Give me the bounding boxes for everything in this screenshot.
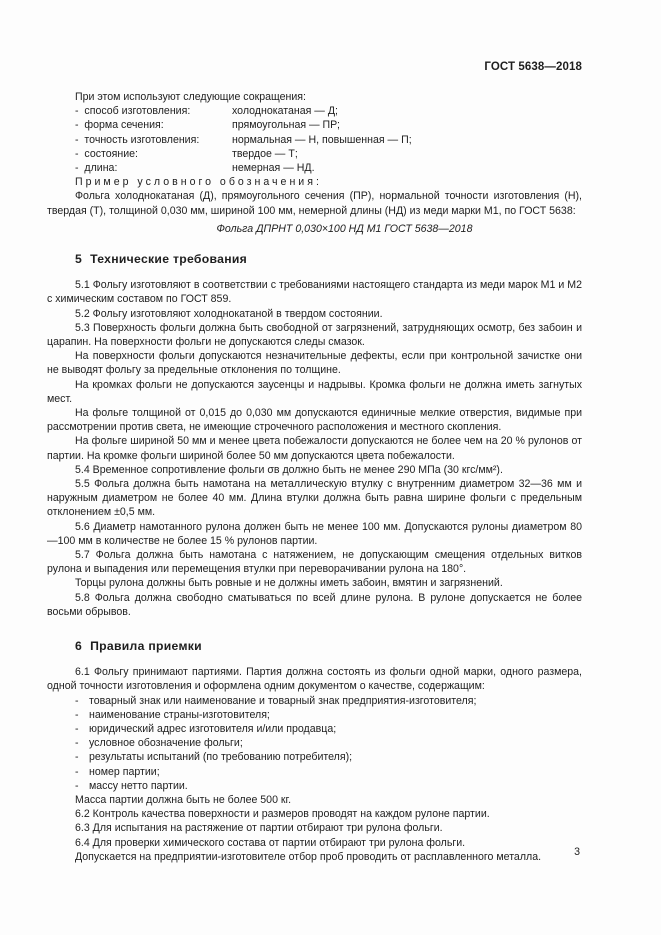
list-item: - юридический адрес изготовителя и/или продавца; [75, 722, 582, 736]
abbreviation-row: - длина: немерная — НД. [75, 161, 315, 174]
section-title: Правила приемки [90, 639, 202, 654]
abbreviation-row: - форма сечения: прямоугольная — ПР; [75, 119, 340, 132]
paragraph: 6.4 Для проверки химического состава от партии отбирают три рулона фольги. [75, 836, 466, 849]
paragraph: На фольге толщиной от 0,015 до 0,030 мм допускаются единичные мелкие отверстия, видимые при рассмотрении против света, не имеющие строчечного расположения и местного скопления. [47, 406, 582, 434]
example-heading: Пример условного обозначения: [75, 176, 322, 189]
abbreviation-term: форма сечения: [84, 119, 164, 132]
paragraph: На фольге шириной 50 мм и менее цвета побежалости допускаются не более чем на 20 % рулонов от партии. На кромке фольги шириной более 50 мм допускаются цвета побежалости. [47, 435, 582, 462]
abbreviation-value: немерная — НД. [232, 161, 315, 174]
document-code-header: ГОСТ 5638—2018 [484, 61, 582, 73]
abbreviations-intro: При этом используют следующие сокращения: [75, 91, 306, 103]
section-number: 6 [75, 639, 83, 654]
abbreviation-row: - точность изготовления: нормальная — Н, повышенная — П; [75, 133, 412, 146]
paragraph: 5.1 Фольгу изготовляют в соответствии с требованиями настоящего стандарта из меди марок М1 и М2 с химическим составом по ГОСТ 859. [47, 279, 582, 306]
abbreviation-row: - состояние: твердое — Т; [75, 147, 298, 160]
example-text: Фольга холоднокатаная (Д), прямоугольного сечения (ПР), нормальной точности изготовления (Н), твердая (Т), толщиной 0,030 мм, шириной 100 мм, немерной длины (НД) из меди марки М1, по ГОСТ 5638: [47, 190, 582, 217]
abbreviation-value: холоднокатаная — Д; [232, 105, 338, 118]
paragraph: На поверхности фольги допускаются незначительные дефекты, если при контрольной зачистке они не выводят фольгу за предельные отклонения по толщине. [47, 350, 582, 377]
abbreviation-value: твердое — Т; [232, 147, 298, 160]
quality-document-list [47, 694, 582, 793]
example-designation: Фольга ДПРНТ 0,030×100 НД М1 ГОСТ 5638—2018 [216, 222, 473, 235]
abbreviations-list [47, 104, 582, 175]
paragraph: На кромках фольги не допускаются заусенцы и надрывы. Кромка фольги не должна иметь загнутых мест. [47, 378, 582, 405]
list-item: - результаты испытаний (по требованию потребителя); [75, 750, 582, 764]
paragraph: 5.5 Фольга должна быть намотана на металлическую втулку с внутренним диаметром 32—36 мм и наружным диаметром не более 40 мм. Длина втулки должна быть равна ширине фольги с предельным отклонением ±0,5 мм. [47, 478, 582, 519]
abbreviation-term: точность изготовления: [84, 133, 200, 146]
paragraph: Допускается на предприятии-изготовителе отбор проб проводить от расплавленного металла. [75, 850, 542, 863]
abbreviation-value: прямоугольная — ПР; [232, 119, 340, 132]
list-item: - наименование страны-изготовителя; [75, 708, 582, 722]
section-6-heading [75, 639, 582, 653]
abbreviation-value: нормальная — Н, повышенная — П; [232, 133, 412, 146]
page-content [47, 90, 582, 864]
list-item: - товарный знак или наименование и товарный знак предприятия-изготовителя; [75, 694, 582, 708]
paragraph: 6.3 Для испытания на растяжение от партии отбирают три рулона фольги. [75, 822, 443, 835]
list-item: - номер партии; [75, 765, 582, 779]
abbreviation-term: состояние: [84, 147, 138, 160]
abbreviation-row: - способ изготовления: холоднокатаная — Д; [75, 105, 338, 118]
paragraph: 5.4 Временное сопротивление фольги σв должно быть не менее 290 МПа (30 кгс/мм²). [75, 463, 503, 476]
section-5-heading [75, 252, 582, 266]
paragraph: 5.8 Фольга должна свободно сматываться по всей длине рулона. В рулоне допускается не более восьми обрывов. [47, 591, 582, 618]
section-number: 5 [75, 251, 83, 266]
paragraph: 5.3 Поверхность фольги должна быть свободной от загрязнений, затрудняющих осмотр, без забоин и царапин. На поверхности фольги не допускаются следы смазок. [47, 321, 582, 348]
paragraph: Масса партии должна быть не более 500 кг. [75, 794, 292, 807]
paragraph: 5.2 Фольгу изготовляют холоднокатаной в твердом состоянии. [75, 307, 383, 320]
list-item: - условное обозначение фольги; [75, 736, 582, 750]
paragraph: 6.2 Контроль качества поверхности и размеров проводят на каждом рулоне партии. [75, 808, 490, 821]
paragraph: 5.6 Диаметр намотанного рулона должен быть не менее 100 мм. Допускаются рулоны диаметром 80—100 мм в количестве не более 15 % рулонов партии. [47, 520, 582, 547]
abbreviation-term: способ изготовления: [84, 105, 191, 118]
paragraph: Торцы рулона должны быть ровные и не должны иметь забоин, вмятин и загрязнений. [75, 577, 503, 590]
abbreviation-term: длина: [84, 161, 118, 174]
page-number: 3 [574, 846, 580, 858]
paragraph: 5.7 Фольга должна быть намотана с натяжением, не допускающим смещения отдельных витков рулона и выпадения или перемещения втулки при переворачивании рулона на 180°. [47, 549, 582, 576]
paragraph: 6.1 Фольгу принимают партиями. Партия должна состоять из фольги одной марки, одного размера, одной точности изготовления и оформлена одним документом о качестве, содержащим: [47, 666, 582, 693]
list-item: - массу нетто партии. [75, 779, 582, 793]
section-title: Технические требования [90, 251, 248, 266]
